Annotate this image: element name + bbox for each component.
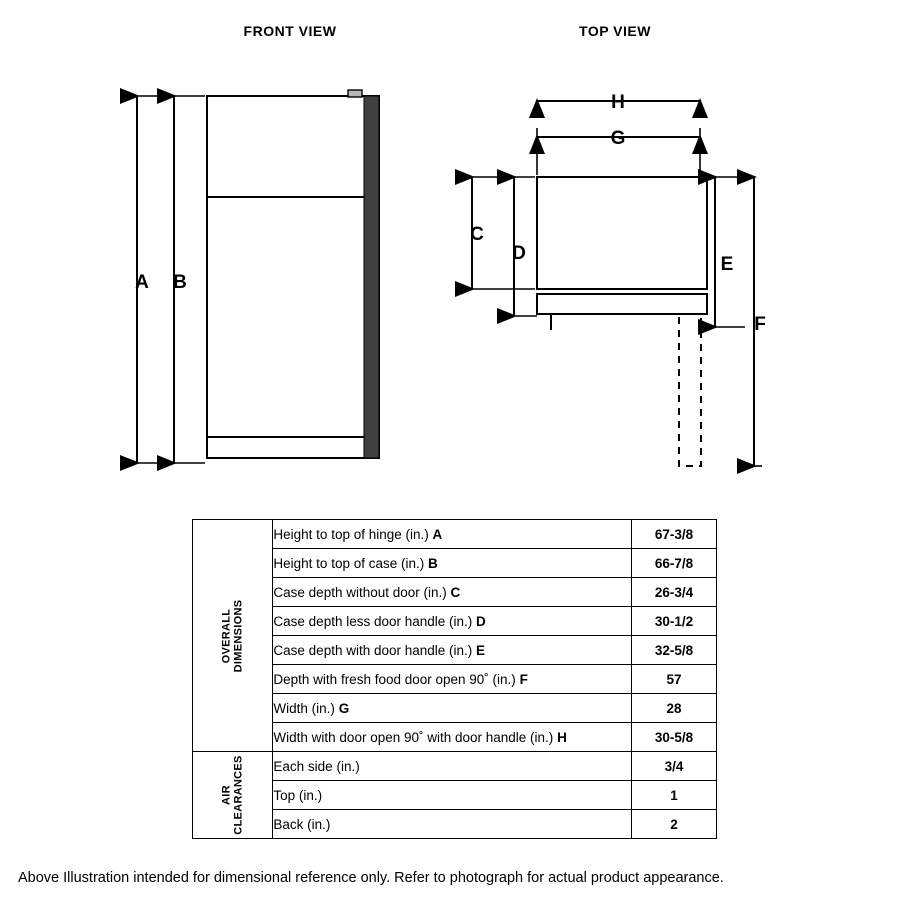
group-line-1: AIR [220,785,233,805]
table-row [193,752,717,781]
row-letter: H [557,729,567,745]
row-label [273,636,632,665]
row-label [273,578,632,607]
row-label-text: Case depth less door handle (in.) [273,613,473,629]
row-value: 26-3/4 [632,578,717,607]
group-label-air-clearances [193,752,273,839]
row-label: Top (in.) [273,781,632,810]
row-label-text: Depth with fresh food door open 90˚ (in.) [273,671,516,687]
row-letter: C [450,584,461,600]
row-value: 3/4 [632,752,717,781]
label-e: E [720,254,734,275]
row-label [273,665,632,694]
top-view-cabinet [537,177,707,466]
specifications-table [192,519,717,839]
row-label [273,520,632,549]
dimension-line-e [709,177,745,327]
row-label: Back (in.) [273,810,632,839]
row-label-text: Height to top of hinge (in.) [273,526,429,542]
row-letter: B [428,555,438,571]
label-f: F [754,314,766,335]
row-letter: F [519,671,528,687]
group-label-overall-dimensions [193,520,273,752]
row-label-text: Case depth with door handle (in.) [273,642,473,658]
row-label-text: Height to top of case (in.) [273,555,425,571]
row-value: 30-5/8 [632,723,717,752]
row-value: 66-7/8 [632,549,717,578]
label-c: C [470,224,484,245]
row-letter: E [476,642,486,658]
row-value: 30-1/2 [632,607,717,636]
table-row [193,520,717,549]
row-label-text: Width with door open 90˚ with door handle (in.) [273,729,554,745]
label-b: B [173,272,187,293]
row-label [273,607,632,636]
row-value: 28 [632,694,717,723]
row-label [273,723,632,752]
row-value: 32-5/8 [632,636,717,665]
label-g: G [610,128,626,149]
top-view-title: TOP VIEW [579,23,651,39]
label-h: H [611,92,625,113]
footnote-text: Above Illustration intended for dimensional reference only. Refer to photograph for actual product appearance. [18,870,724,886]
group-line-2: DIMENSIONS [232,599,245,672]
row-label-text: Case depth without door (in.) [273,584,447,600]
row-label: Each side (in.) [273,752,632,781]
label-d: D [512,243,526,264]
front-view-title: FRONT VIEW [243,23,337,39]
row-value: 57 [632,665,717,694]
row-label [273,549,632,578]
row-label-text: Width (in.) [273,700,335,716]
row-value: 1 [632,781,717,810]
row-letter: A [432,526,443,542]
row-value: 67-3/8 [632,520,717,549]
row-letter: G [338,700,350,716]
row-letter: D [476,613,486,629]
row-label [273,694,632,723]
group-line-1: OVERALL [220,608,233,663]
front-view-fridge [207,90,379,458]
row-value: 2 [632,810,717,839]
label-a: A [135,272,149,293]
group-line-2: CLEARANCES [232,755,245,835]
